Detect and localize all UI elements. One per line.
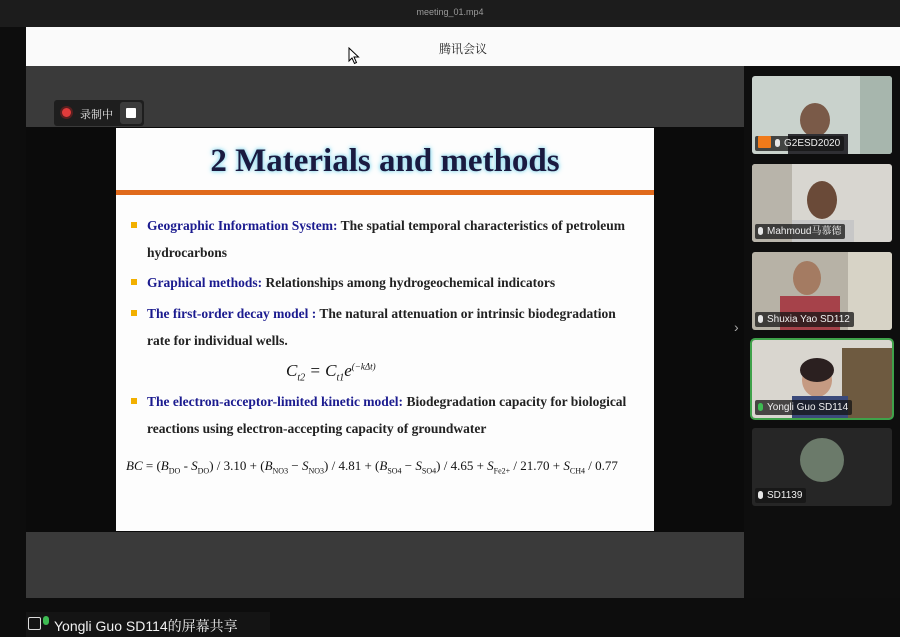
meeting-window: [26, 27, 900, 634]
record-icon: [62, 108, 71, 117]
slide-bullet: [131, 300, 636, 354]
presentation-slide: [116, 128, 654, 531]
mic-muted-icon: [758, 315, 763, 323]
bullet-text: The spatial temporal characteristics of petroleum hydrocarbons: [147, 218, 625, 260]
screen-share-view: [26, 127, 744, 532]
screen-share-label: [26, 612, 270, 637]
bullet-square: [131, 222, 137, 228]
mic-active-icon: [758, 403, 763, 411]
mic-muted-icon: [775, 139, 780, 147]
participant-tile-active-speaker[interactable]: [752, 340, 892, 418]
participant-tile[interactable]: [752, 76, 892, 154]
participant-name-tag: [755, 224, 845, 239]
participant-name: Mahmoud马慕德: [767, 226, 842, 237]
app-title: 腾讯会议: [438, 42, 487, 56]
bullet-text: The natural attenuation or intrinsic biodegradation rate for individual wells.: [147, 306, 616, 348]
participant-tile[interactable]: [752, 252, 892, 330]
screen-share-icon: [28, 617, 41, 630]
slide-bullet: [131, 269, 636, 296]
decay-equation: $C_{t2} = C_{t1}e^{(-k\Delta t)}$: [286, 361, 376, 384]
stop-recording-button[interactable]: [120, 102, 142, 124]
participant-name: Shuxia Yao SD112: [767, 314, 850, 325]
bullet-text: Biodegradation capacity for biological reactions using electron-accepting capacity of groundwater: [147, 394, 627, 436]
participant-name-tag: [755, 136, 844, 151]
mic-muted-icon: [758, 491, 763, 499]
bullet-square: [131, 310, 137, 316]
participant-tile[interactable]: [752, 164, 892, 242]
slide-title-rule: [116, 190, 654, 195]
avatar: [800, 438, 844, 482]
microphone-icon: [43, 616, 49, 625]
shared-screen-area: [26, 66, 744, 634]
bullet-keyword: The electron-acceptor-limited kinetic model:: [147, 394, 404, 409]
host-icon: [758, 136, 771, 148]
share-owner-label: Yongli Guo SD114的屏幕共享: [54, 618, 238, 634]
slide-bullet: [131, 388, 636, 442]
participant-name: Yongli Guo SD114: [767, 402, 849, 413]
bullet-square: [131, 398, 137, 404]
slide-bullet: [131, 212, 636, 266]
mouse-cursor-icon: [348, 47, 360, 65]
mic-muted-icon: [758, 227, 763, 235]
stop-icon: [126, 108, 136, 118]
participant-name: SD1139: [767, 490, 803, 501]
participant-tile[interactable]: [752, 428, 892, 506]
participant-panel: [734, 66, 900, 598]
bc-equation: BC = $(B_{DO} - S_{DO}) / 3.10 + (B_{NO3} - S_{NO3}) / 4.81 + (B_{SO4} - S_{SO4}) / 4.65 + S_{Fe2+} / 21.70 + S_{CH4} / 0.77$: [126, 458, 618, 476]
participant-name: G2ESD2020: [784, 138, 841, 149]
video-file-name: meeting_01.mp4: [416, 7, 484, 17]
participant-name-tag: [755, 488, 806, 503]
participant-name-tag: [755, 312, 854, 327]
video-player-titlebar: [0, 0, 900, 27]
bullet-square: [131, 279, 137, 285]
recording-label: 录制中: [80, 109, 113, 121]
bullet-keyword: Geographic Information System:: [147, 218, 338, 233]
participant-name-tag: [755, 400, 852, 415]
chevron-right-icon[interactable]: ›: [734, 319, 739, 335]
bullet-keyword: Graphical methods:: [147, 275, 263, 290]
slide-title: 2 Materials and methods: [210, 143, 560, 179]
recording-indicator: [54, 100, 144, 126]
bullet-text: Relationships among hydrogeochemical indicators: [265, 275, 556, 290]
bullet-keyword: The first-order decay model :: [147, 306, 317, 321]
app-title-bar[interactable]: [26, 27, 900, 66]
